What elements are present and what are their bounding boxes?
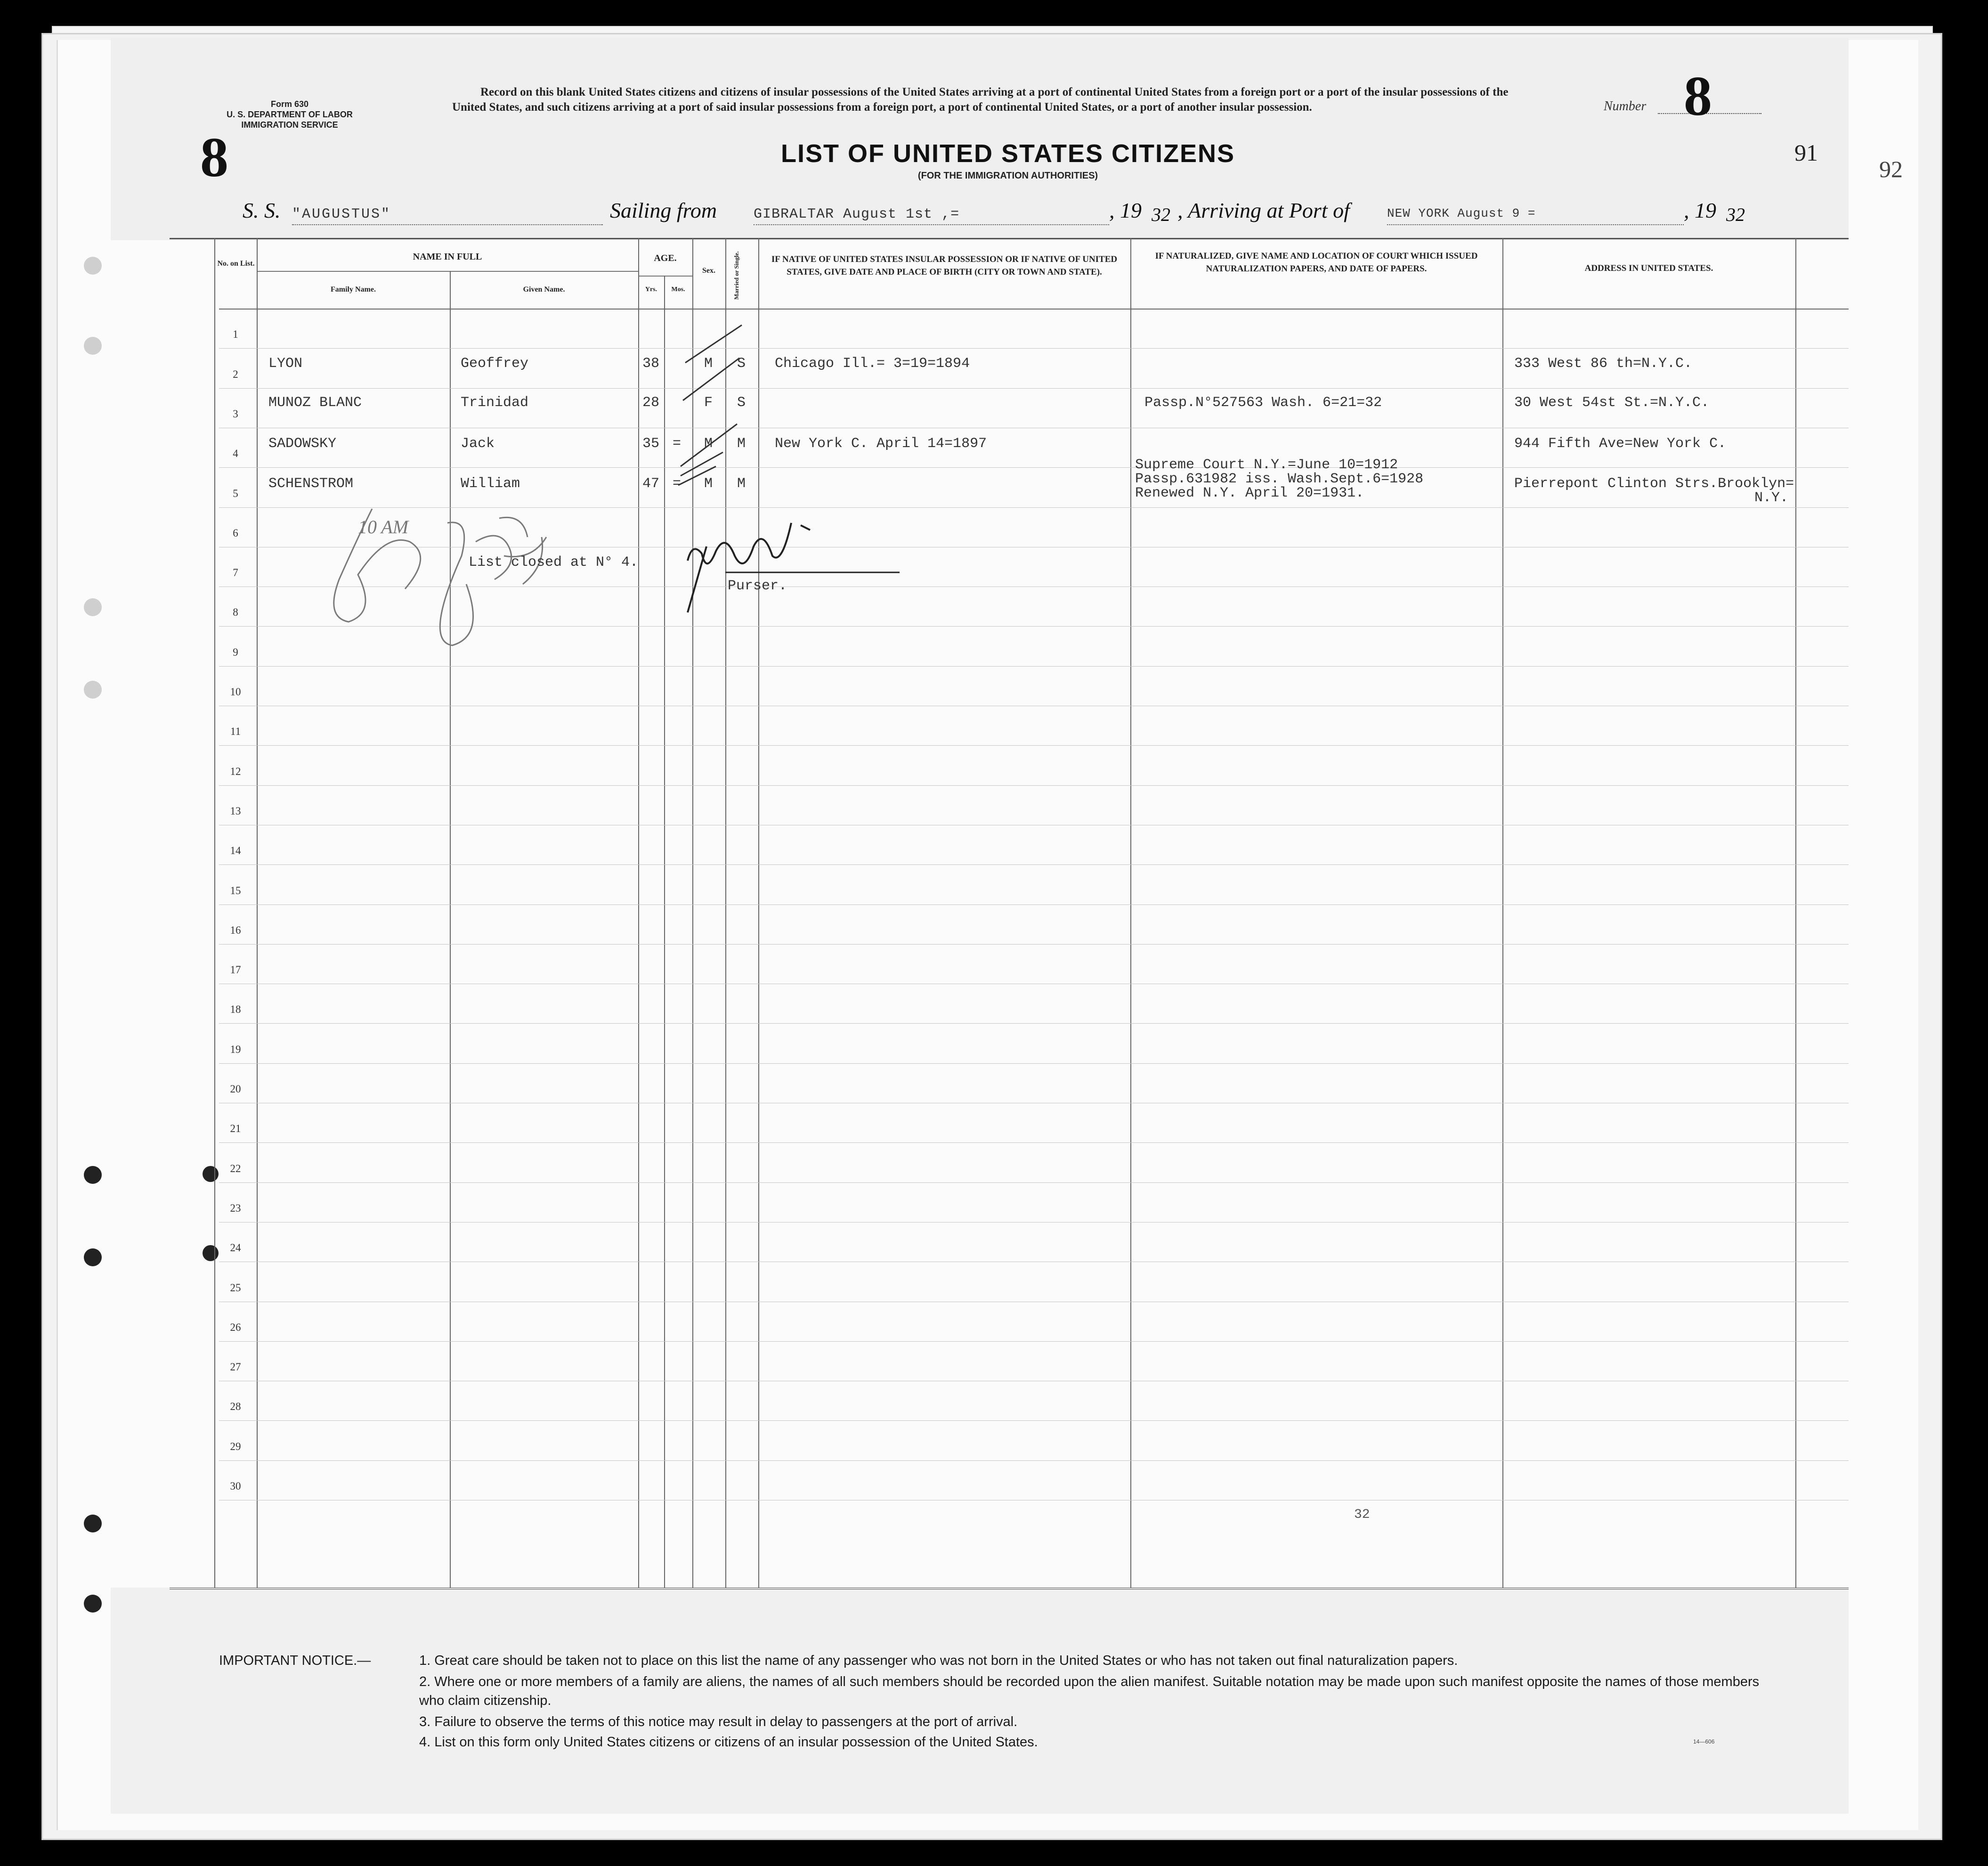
age-months-cell: = [673,476,682,492]
row-number: 25 [230,1282,241,1294]
ship-name: "AUGUSTUS" [292,206,603,225]
row-number: 20 [230,1083,241,1095]
address-cell: 944 Fifth Ave=New York C. [1514,436,1727,452]
family-name-cell: LYON [268,356,303,372]
page-mark: 92 [1879,156,1903,182]
year-prefix: , 19 [1109,198,1142,222]
row-number: 16 [230,924,241,936]
time-stamp: 10 AM [358,516,409,538]
given-name-cell: Geoffrey [461,356,529,372]
purser-signature [688,523,810,612]
row-number: 5 [233,488,238,499]
document-subtitle: (FOR THE IMMIGRATION AUTHORITIES) [917,171,1098,181]
list-closed-note: List closed at N° 4. [469,554,639,570]
row-number: 24 [230,1242,241,1254]
record-instructions: Record on this blank United States citizens and citizens of insular possessions of the United States arriving at a port of continental United States from a foreign port or a port of the insular possessions of the United States, and such citizens arriving at a port of said insular possessions from a foreign port, a port of continental United States, or a port of another insular possession. [452,86,1509,114]
row-number: 11 [230,725,241,737]
notice-label: IMPORTANT NOTICE.— [219,1653,371,1668]
age-years-cell: 28 [642,395,660,411]
row-number: 28 [230,1401,241,1412]
naturalization-cell: Passp.N°527563 Wash. 6=21=32 [1144,395,1382,411]
notice-item-4: 4. List on this form only United States citizens or citizens of an insular possession of the United States. [419,1735,1038,1750]
naturalization-cell: Renewed N.Y. April 20=1931. [1135,485,1364,501]
corner-number: 8 [200,126,228,188]
row-number: 27 [230,1361,241,1373]
birth-cell: Chicago Ill.= 3=19=1894 [775,356,970,372]
purser-label: Purser. [728,578,787,594]
number-value: 8 [1684,65,1712,127]
sex-cell: M [704,476,713,492]
row-number: 21 [230,1123,241,1134]
year-suffix: 32 [1726,204,1745,225]
col-header-naturalized: IF NATURALIZED, GIVE NAME AND LOCATION OF COURT WHICH ISSUED NATURALIZATION PAPERS, AND DATE OF PAPERS. [1155,251,1478,274]
arriving-label: , Arriving at Port of [1177,198,1350,222]
married-cell: S [737,356,746,372]
row-number: 1 [233,328,238,340]
married-cell: S [737,395,746,411]
age-years-cell: 47 [642,476,660,492]
row-number: 19 [230,1043,241,1055]
col-header-name: NAME IN FULL [413,252,482,262]
row-number: 13 [230,805,241,817]
family-name-cell: SADOWSKY [268,436,337,452]
col-header-given: Given Name. [523,285,565,293]
given-name-cell: William [461,476,520,492]
address-cell: Pierrepont Clinton Strs.Brooklyn= [1514,476,1794,492]
col-header-no: No. on List. [217,260,255,268]
address-cell: 30 West 54st St.=N.Y.C. [1514,395,1710,411]
col-header-married: Married or Single. [733,251,740,300]
row-number: 15 [230,885,241,896]
row-number: 6 [233,527,238,539]
notice-item-1: 1. Great care should be taken not to place on this list the name of any passenger who was not born in the United States or who has not taken out final naturalization papers. [419,1653,1458,1668]
sex-cell: F [704,395,713,411]
row-number: 8 [233,606,238,618]
row-number: 23 [230,1202,241,1214]
given-name-cell: Jack [461,436,495,452]
row-number: 14 [230,845,241,856]
col-header-age: AGE. [654,253,677,263]
given-name-cell: Trinidad [461,395,529,411]
sailing-label: Sailing from [610,198,717,222]
row-number: 4 [233,448,238,459]
col-header-mos: Mos. [671,286,685,293]
notice-item-3: 3. Failure to observe the terms of this notice may result in delay to passengers at the port of arrival. [419,1714,1018,1729]
page-mark: 91 [1794,139,1818,166]
row-number: 12 [230,766,241,777]
age-months-cell: = [673,436,682,452]
col-header-address: ADDRESS IN UNITED STATES. [1584,263,1713,273]
row-number: 10 [230,686,241,698]
address-cell: N.Y. [1754,490,1789,506]
married-cell: M [737,476,746,492]
year-suffix: 32 [1152,204,1170,225]
sex-cell: M [704,356,713,372]
row-number: 22 [230,1163,241,1174]
naturalization-cell: Supreme Court N.Y.=June 10=1912 [1135,457,1398,473]
arriving-port: NEW YORK August 9 = [1387,206,1684,225]
family-name-cell: MUNOZ BLANC [268,395,362,411]
sailing-from: GIBRALTAR August 1st ,= [754,206,1109,225]
row-number: 17 [230,964,241,976]
row-number: 18 [230,1003,241,1015]
row-number: 7 [233,567,238,579]
age-years-cell: 38 [642,356,660,372]
row-number: 26 [230,1321,241,1333]
form-identifier: Form 630 U. S. DEPARTMENT OF LABOR IMMIGRATION SERVICE [227,99,353,130]
sex-cell: M [704,436,713,452]
family-name-cell: SCHENSTROM [268,476,354,492]
birth-cell: New York C. April 14=1897 [775,436,987,452]
row-number: 9 [233,646,238,658]
row-number: 3 [233,408,238,420]
number-label: Number [1604,99,1647,114]
married-cell: M [737,436,746,452]
col-header-sex: Sex. [702,267,715,275]
row-number: 30 [230,1480,241,1492]
col-header-family: Family Name. [331,285,376,293]
stray-mark: 32 [1354,1507,1370,1522]
col-header-birth: IF NATIVE OF UNITED STATES INSULAR POSSESSION OR IF NATIVE OF UNITED STATES, GIVE DATE AND PLACE OF BIRTH (CITY OR TOWN AND STATE). [771,254,1118,277]
ss-label: S. S. [243,198,281,222]
address-cell: 333 West 86 th=N.Y.C. [1514,356,1693,372]
naturalization-cell: Passp.631982 iss. Wash.Sept.6=1928 [1135,471,1424,487]
col-header-yrs: Yrs. [645,286,657,293]
row-number: 29 [230,1441,241,1452]
notice-item-2: 2. Where one or more members of a family are aliens, the names of all such members should be recorded upon the alien manifest. Suitable notation may be made upon such manifest opposite the names of those members who claim citizenship. [419,1674,1760,1708]
row-number: 2 [233,368,238,380]
year-prefix: , 19 [1684,198,1716,222]
document-title: LIST OF UNITED STATES CITIZENS [781,139,1235,168]
age-checkmarks [678,325,742,485]
form-code: 14—606 [1693,1738,1715,1745]
age-years-cell: 35 [642,436,660,452]
